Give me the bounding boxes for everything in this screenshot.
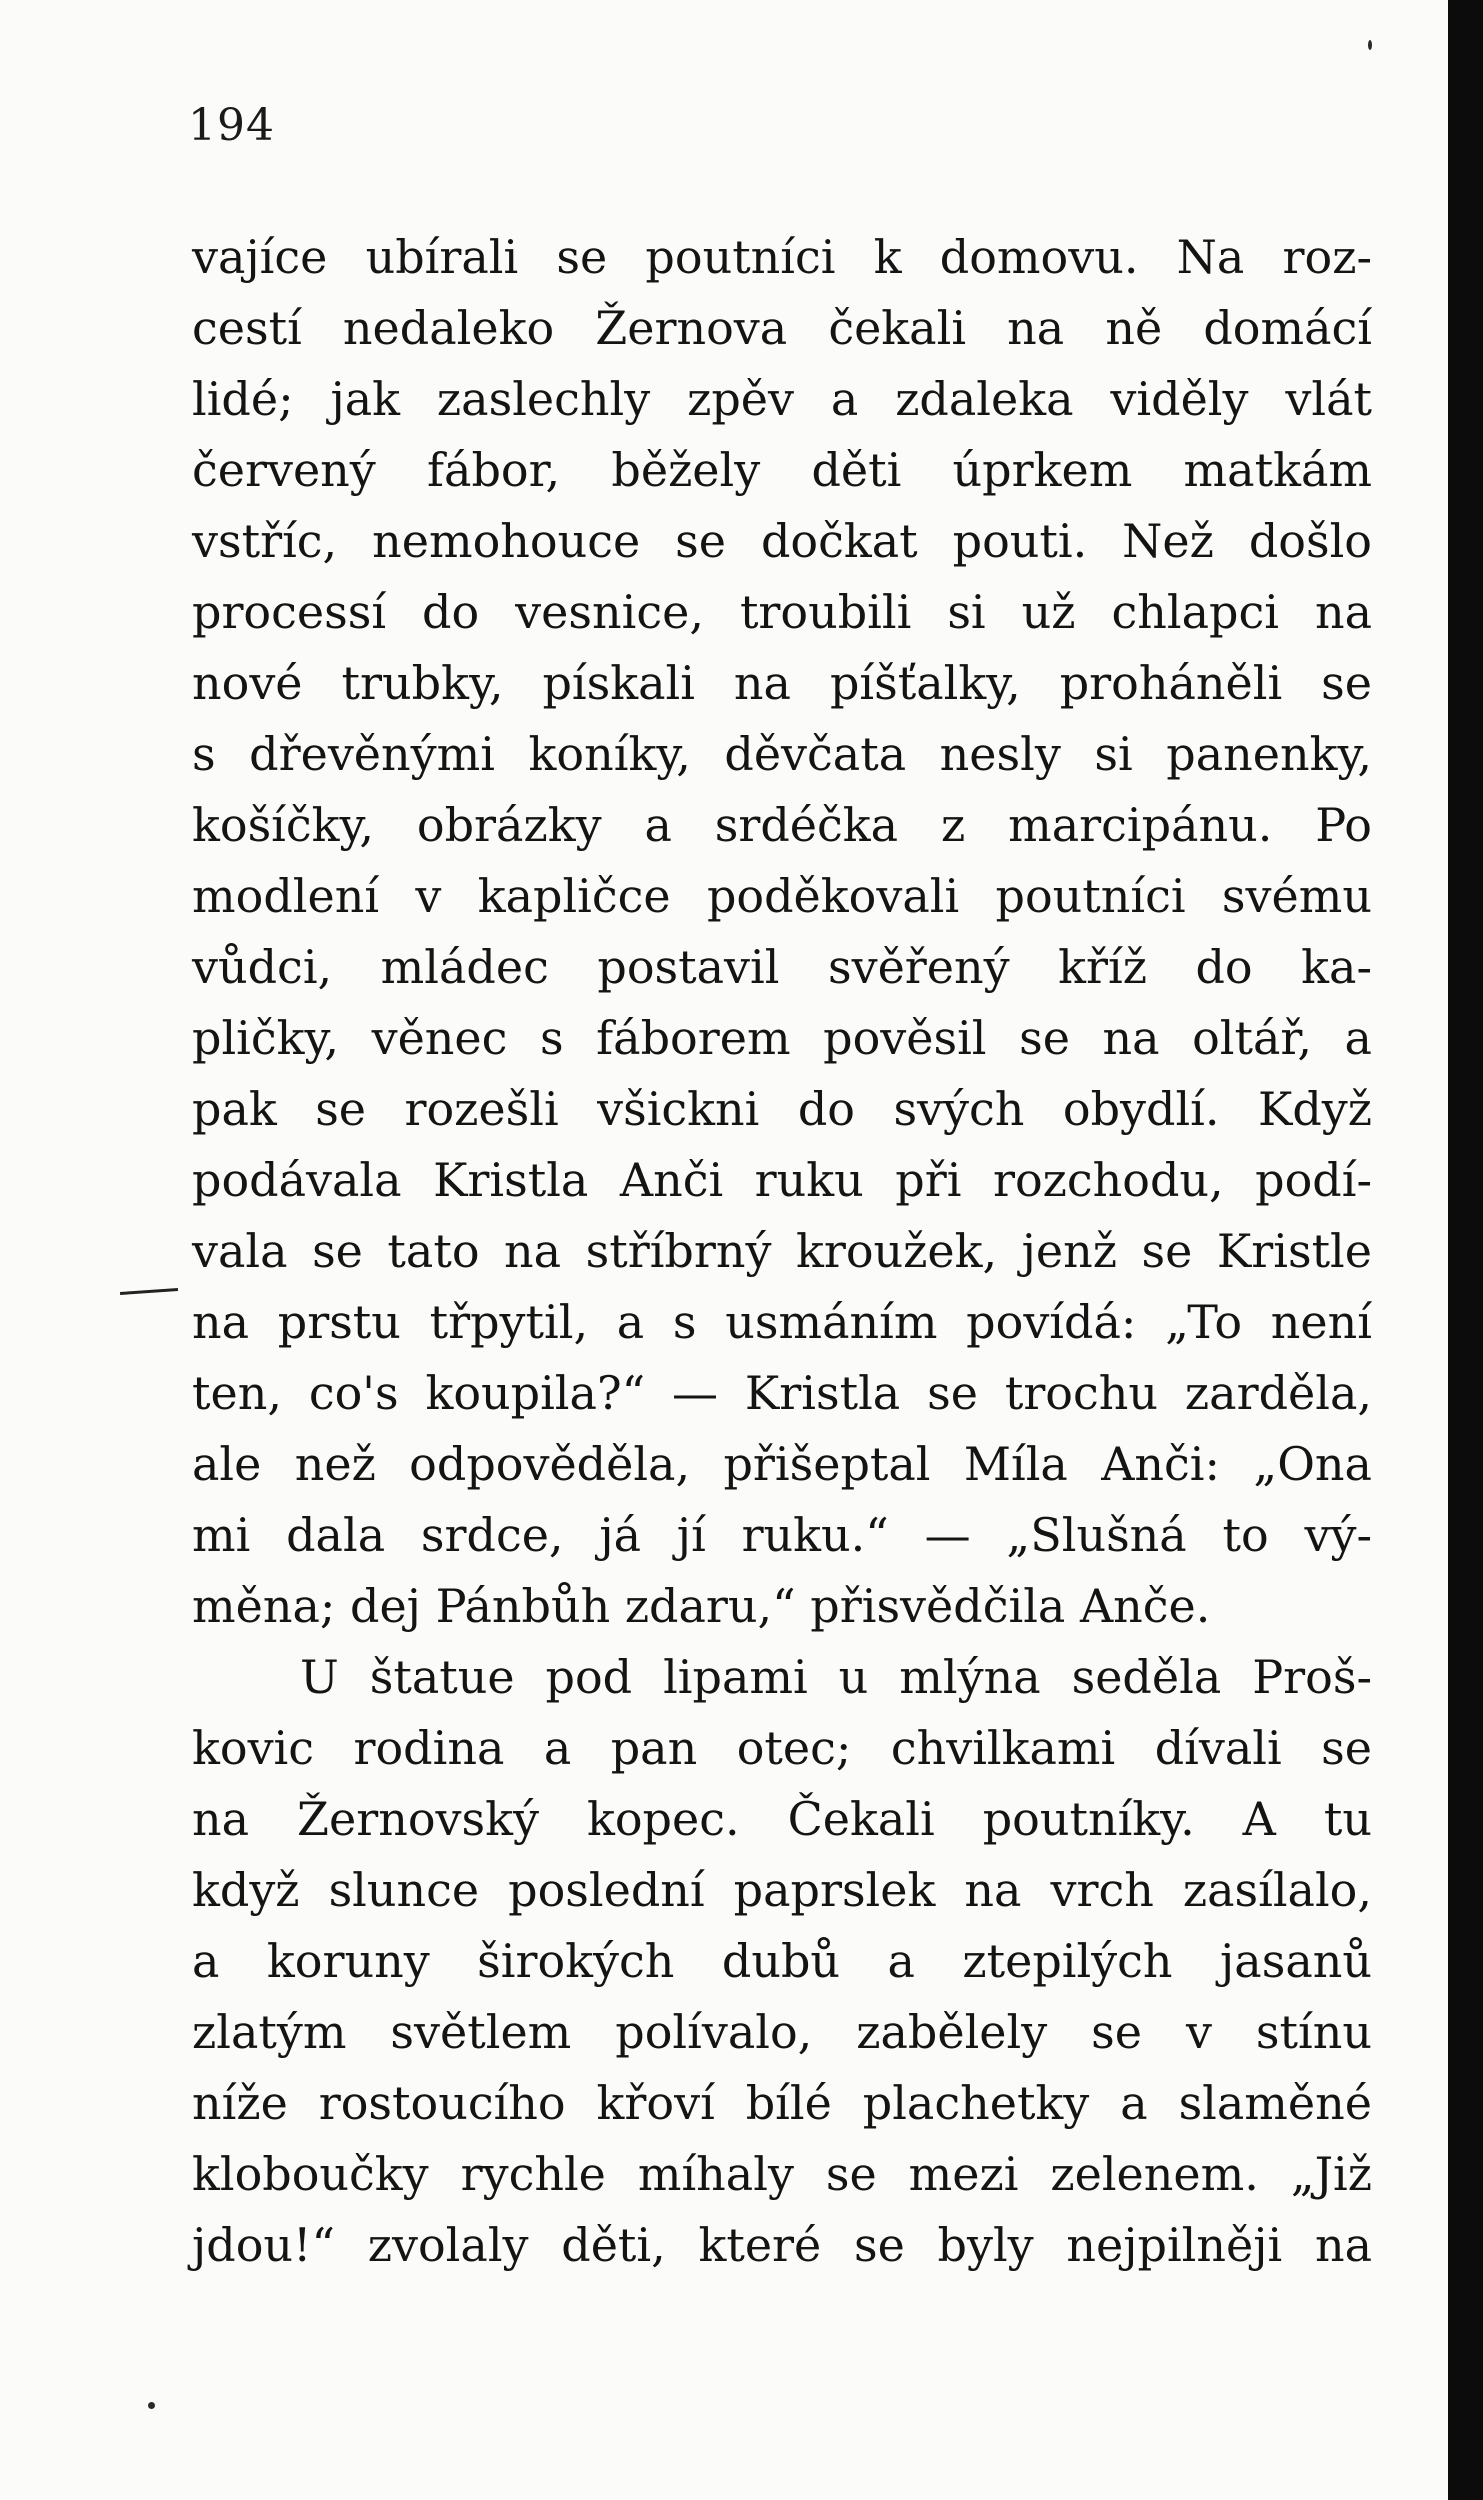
text-line: modlení v kapličce poděkovali poutníci svému	[192, 869, 1372, 923]
text-line: lidé; jak zaslechly zpěv a zdaleka viděly vlát	[192, 372, 1372, 426]
text-line: processí do vesnice, troubili si už chlapci na	[192, 585, 1372, 639]
text-line: na Žernovský kopec. Čekali poutníky. A tu	[192, 1792, 1372, 1846]
text-line: a koruny širokých dubů a ztepilých jasanů	[192, 1934, 1372, 1988]
text-line: níže rostoucího křoví bílé plachetky a slaměné	[192, 2076, 1372, 2130]
scan-border	[1448, 0, 1483, 2500]
text-line: s dřevěnými koníky, děvčata nesly si panenky,	[192, 727, 1372, 781]
text-line: vajíce ubírali se poutníci k domovu. Na roz-	[192, 230, 1372, 284]
text-line: ten, co's koupila?“ — Kristla se trochu zarděla,	[192, 1366, 1372, 1420]
text-line: ale než odpověděla, přišeptal Míla Anči: „Ona	[192, 1437, 1372, 1491]
paragraph-end-line: měna; dej Pánbůh zdaru,“ přisvědčila Anče.	[192, 1579, 1211, 1633]
ink-speck	[1368, 40, 1372, 50]
text-line: vůdci, mládec postavil svěřený kříž do ka-	[192, 940, 1372, 994]
text-line: zlatým světlem polívalo, zabělely se v stínu	[192, 2005, 1372, 2059]
page-number: 194	[188, 100, 275, 151]
text-line: na prstu třpytil, a s usmáním povídá: „To není	[192, 1295, 1372, 1349]
text-line: pličky, věnec s fáborem pověsil se na oltář, a	[192, 1011, 1372, 1065]
text-line: vala se tato na stříbrný kroužek, jenž se Kristle	[192, 1224, 1372, 1278]
text-line: červený fábor, běžely děti úprkem matkám	[192, 443, 1372, 497]
text-line: jdou!“ zvolaly děti, které se byly nejpilněji na	[192, 2218, 1372, 2272]
text-line: nové trubky, pískali na píšťalky, proháněli se	[192, 656, 1372, 710]
text-line: kloboučky rychle míhaly se mezi zelenem. „Již	[192, 2147, 1372, 2201]
ink-speck	[148, 2402, 155, 2409]
text-line: cestí nedaleko Žernova čekali na ně domácí	[192, 301, 1372, 355]
text-line: košíčky, obrázky a srdéčka z marcipánu. Po	[192, 798, 1372, 852]
body-text	[192, 222, 1372, 2281]
text-line: když slunce poslední paprslek na vrch zasílalo,	[192, 1863, 1372, 1917]
text-line: pak se rozešli všickni do svých obydlí. Když	[192, 1082, 1372, 1136]
text-line: podávala Kristla Anči ruku při rozchodu, podí-	[192, 1153, 1372, 1207]
text-line: vstříc, nemohouce se dočkat pouti. Než došlo	[192, 514, 1372, 568]
paragraph-start-line: U štatue pod lipami u mlýna seděla Proš-	[300, 1650, 1372, 1704]
margin-mark	[120, 1288, 178, 1295]
text-line: kovic rodina a pan otec; chvilkami dívali se	[192, 1721, 1372, 1775]
text-line: mi dala srdce, já jí ruku.“ — „Slušná to vý-	[192, 1508, 1372, 1562]
